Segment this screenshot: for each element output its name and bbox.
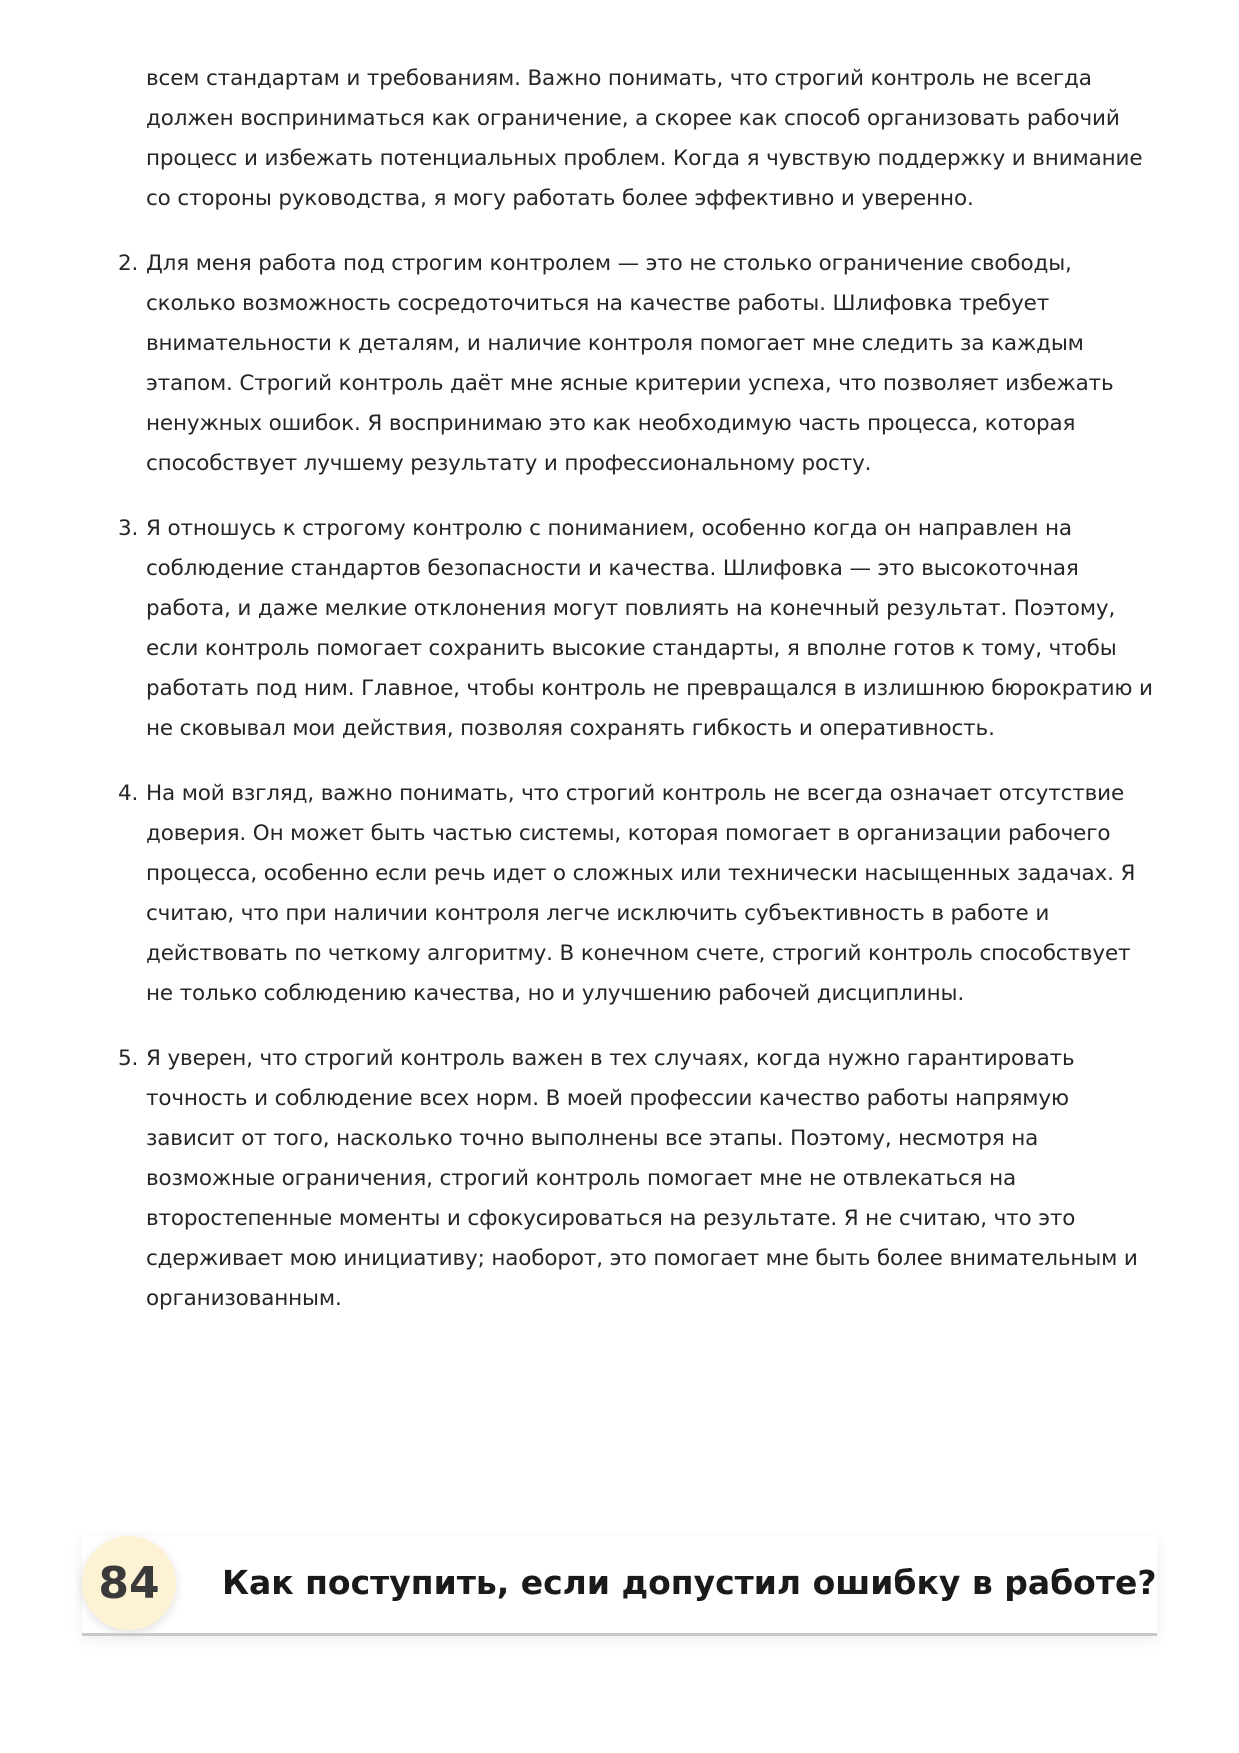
continuation-paragraph: всем стандартам и требованиям. Важно понимать, что строгий контроль не всегда должен восприниматься как ограничение, а скорее как способ организовать рабочий процесс и избежать потенциальных проблем. Когда я чувствую поддержку и внимание со стороны руководства, я могу работать более эффективно и уверенно. <box>146 66 1143 211</box>
list-item <box>118 509 1156 749</box>
question-number: 84 <box>98 1557 160 1609</box>
answer-list <box>118 59 1156 1344</box>
list-item-number: 2. <box>118 251 139 276</box>
list-item-text: Для меня работа под строгим контролем — это не столько ограничение свободы, сколько возможность сосредоточиться на качестве работы. Шлифовка требует внимательности к деталям, и наличие контроля помогает мне следить за каждым этапом. Строгий контроль даёт мне ясные критерии успеха, что позволяет избежать ненужных ошибок. Я воспринимаю это как необходимую часть процесса, которая способствует лучшему результату и профессиональному росту. <box>146 251 1114 476</box>
divider <box>82 1633 1157 1636</box>
list-item <box>118 244 1156 484</box>
list-item-text: На мой взгляд, важно понимать, что строгий контроль не всегда означает отсутствие доверия. Он может быть частью системы, которая помогает в организации рабочего процесса, особенно если речь идет о сложных или технически насыщенных задачах. Я считаю, что при наличии контроля легче исключить субъективность в работе и действовать по четкому алгоритму. В конечном счете, строгий контроль способствует не только соблюдению качества, но и улучшению рабочей дисциплины. <box>146 781 1136 1006</box>
list-item <box>118 774 1156 1014</box>
list-item-number: 5. <box>118 1046 139 1071</box>
question-header <box>82 1536 1157 1636</box>
list-item <box>118 1039 1156 1319</box>
list-item-text: Я отношусь к строгому контролю с пониманием, особенно когда он направлен на соблюдение стандартов безопасности и качества. Шлифовка — это высокоточная работа, и даже мелкие отклонения могут повлиять на конечный результат. Поэтому, если контроль помогает сохранить высокие стандарты, я вполне готов к тому, чтобы работать под ним. Главное, чтобы контроль не превращался в излишнюю бюрократию и не сковывал мои действия, позволяя сохранять гибкость и оперативность. <box>146 516 1153 741</box>
question-number-badge <box>82 1536 176 1630</box>
question-title: Как поступить, если допустил ошибку в работе? <box>222 1563 1157 1602</box>
list-item-number: 3. <box>118 516 139 541</box>
list-item-text: Я уверен, что строгий контроль важен в тех случаях, когда нужно гарантировать точность и соблюдение всех норм. В моей профессии качество работы напрямую зависит от того, насколько точно выполнены все этапы. Поэтому, несмотря на возможные ограничения, строгий контроль помогает мне не отвлекаться на второстепенные моменты и сфокусироваться на результате. Я не считаю, что это сдерживает мою инициативу; наоборот, это помогает мне быть более внимательным и организованным. <box>146 1046 1138 1311</box>
list-item-number: 4. <box>118 781 139 806</box>
